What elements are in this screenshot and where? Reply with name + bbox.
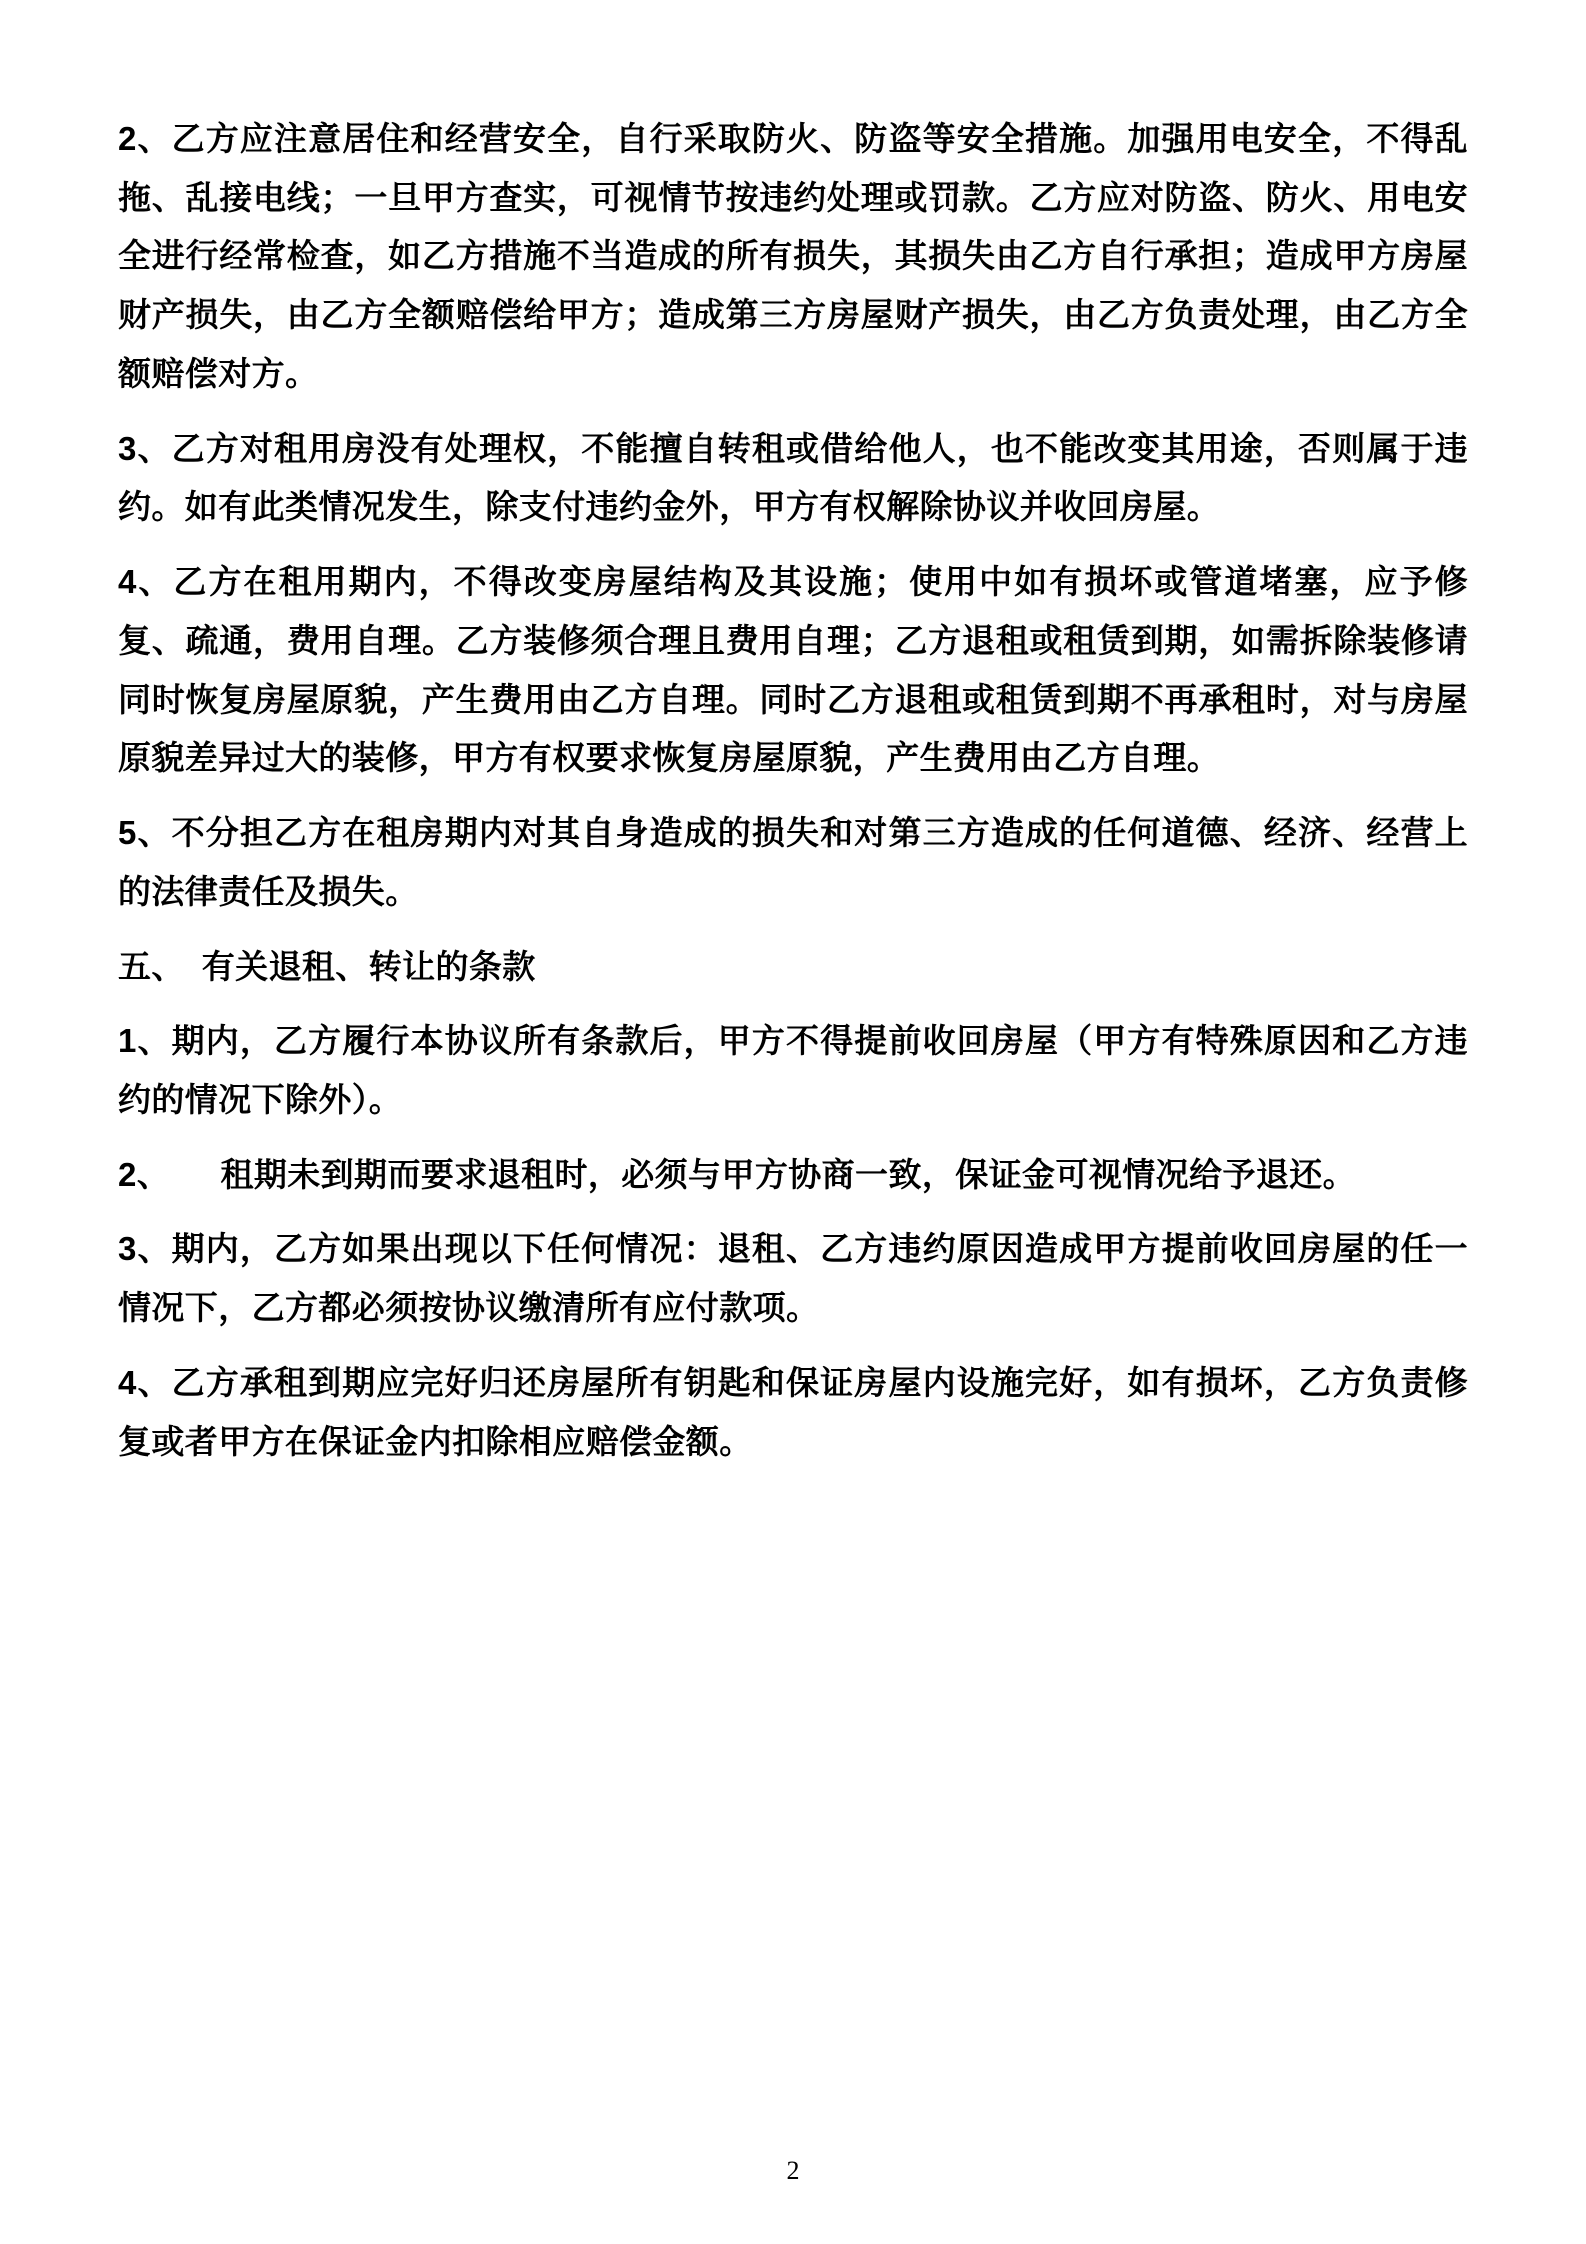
- page-number: 2: [786, 2156, 800, 2185]
- document-body: [118, 110, 1468, 1471]
- paragraph-item-3: 3、乙方对租用房没有处理权，不能擅自转租或借给他人，也不能改变其用途，否则属于违约。如有此类情况发生，除支付违约金外，甲方有权解除协议并收回房屋。: [118, 429, 1468, 526]
- paragraph-item-4: 4、乙方在租用期内，不得改变房屋结构及其设施；使用中如有损坏或管道堵塞，应予修复、疏通，费用自理。乙方装修须合理且费用自理；乙方退租或租赁到期，如需拆除装修请同时恢复房屋原貌，产生费用由乙方自理。同时乙方退租或租赁到期不再承租时，对与房屋原貌差异过大的装修，甲方有权要求恢复房屋原貌，产生费用由乙方自理。: [118, 563, 1468, 777]
- paragraph-item-5-3: 3、期内，乙方如果出现以下任何情况：退租、乙方违约原因造成甲方提前收回房屋的任一情况下，乙方都必须按协议缴清所有应付款项。: [118, 1230, 1468, 1327]
- section-heading-five: 五、 有关退租、转让的条款: [118, 947, 536, 985]
- paragraph-item-2: 2、乙方应注意居住和经营安全，自行采取防火、防盗等安全措施。加强用电安全，不得乱拖、乱接电线；一旦甲方查实，可视情节按违约处理或罚款。乙方应对防盗、防火、用电安全进行经常检查，如乙方措施不当造成的所有损失，其损失由乙方自行承担；造成甲方房屋财产损失，由乙方全额赔偿给甲方；造成第三方房屋财产损失，由乙方负责处理，由乙方全额赔偿对方。: [118, 120, 1468, 392]
- paragraph-item-5: 5、不分担乙方在租房期内对其自身造成的损失和对第三方造成的任何道德、经济、经营上的法律责任及损失。: [118, 814, 1468, 910]
- paragraph-item-5-2: 2、 租期未到期而要求退租时，必须与甲方协商一致，保证金可视情况给予退还。: [118, 1155, 1357, 1193]
- paragraph-item-5-1: 1、期内，乙方履行本协议所有条款后，甲方不得提前收回房屋（甲方有特殊原因和乙方违约的情况下除外）。: [118, 1022, 1468, 1119]
- paragraph-item-5-4: 4、乙方承租到期应完好归还房屋所有钥匙和保证房屋内设施完好，如有损坏，乙方负责修复或者甲方在保证金内扣除相应赔偿金额。: [118, 1363, 1468, 1460]
